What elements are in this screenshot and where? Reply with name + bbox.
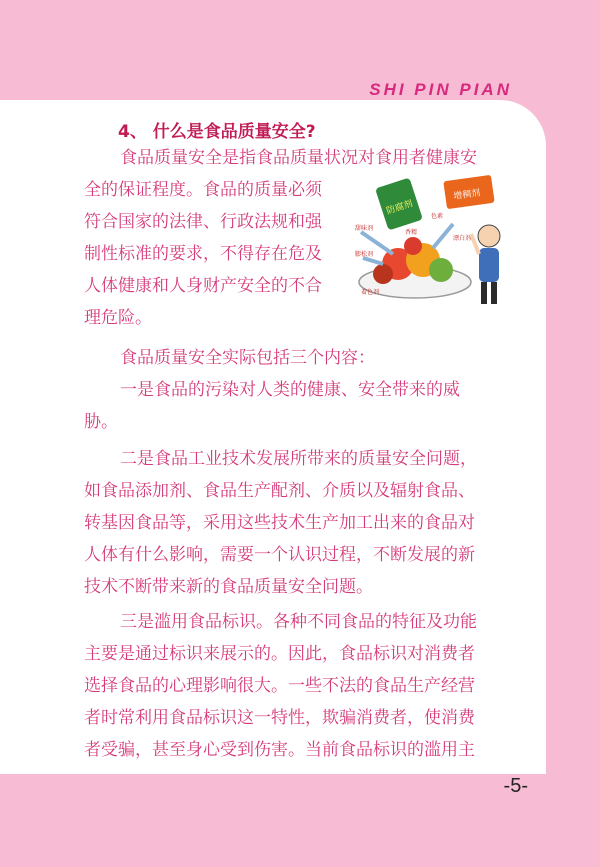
page-number: -5- xyxy=(503,775,528,797)
para-line: 胁。 xyxy=(84,412,118,432)
para-line: 一是食品的污染对人类的健康、安全带来的威 xyxy=(120,380,460,400)
additive-label: 色素 xyxy=(431,213,444,220)
para-line: 制性标准的要求，不得存在危及 xyxy=(84,244,322,264)
para-line: 符合国家的法律、行政法规和强 xyxy=(84,212,322,232)
para-line: 者受骗，甚至身心受到伤害。当前食品标识的滥用主 xyxy=(84,740,475,760)
person-body xyxy=(479,248,499,282)
paragraph-3 xyxy=(120,374,460,406)
paragraph-5-wrap xyxy=(84,638,475,766)
meat-shape xyxy=(373,264,393,284)
paragraph-5 xyxy=(120,606,477,638)
paragraph-4 xyxy=(120,443,477,475)
para-line: 选择食品的心理影响很大。一些不法的食品生产经营 xyxy=(84,676,475,696)
para-line: 者时常利用食品标识这一特性，欺骗消费者，使消费 xyxy=(84,708,475,728)
person-head xyxy=(478,225,500,247)
paragraph-1 xyxy=(120,142,477,174)
para-line: 全的保证程度。食品的质量必须 xyxy=(84,180,322,200)
para-line: 三是滥用食品标识。各种不同食品的特征及功能 xyxy=(120,612,477,632)
pepper-shape xyxy=(404,237,422,255)
para-line: 人体健康和人身财产安全的不合 xyxy=(84,276,322,296)
syringe-shape xyxy=(363,258,383,264)
additive-label: 香精 xyxy=(405,229,418,236)
para-line: 二是食品工业技术发展所带来的质量安全问题， xyxy=(120,449,477,469)
illustration-svg xyxy=(353,174,521,314)
para-line: 转基因食品等，采用这些技术生产加工出来的食品对 xyxy=(84,513,475,533)
para-line: 如食品添加剂、食品生产配剂、介质以及辐射食品、 xyxy=(84,481,475,501)
paragraph-4-wrap xyxy=(84,475,475,603)
bag-label: 防腐剂 xyxy=(385,199,415,217)
para-line: 技术不断带来新的食品质量安全问题。 xyxy=(84,577,373,597)
para-line: 人体有什么影响，需要一个认识过程，不断发展的新 xyxy=(84,545,475,565)
box-label: 增稠剂 xyxy=(452,188,482,203)
additive-label: 着色剂 xyxy=(361,289,380,296)
person-leg xyxy=(491,282,497,304)
paragraph-3-wrap xyxy=(84,406,118,438)
para-line: 食品质量安全是指食品质量状况对食用者健康安 xyxy=(120,148,477,168)
para-line: 理危险。 xyxy=(84,308,152,328)
vegetable-shape xyxy=(429,258,453,282)
syringe-shape xyxy=(433,224,453,248)
additive-label: 甜味剂 xyxy=(355,225,374,232)
food-additive-illustration xyxy=(353,174,521,314)
paragraph-2 xyxy=(120,342,375,374)
paragraph-1-wrap xyxy=(84,174,322,334)
section-heading: 4、 什么是食品质量安全? xyxy=(118,122,316,142)
additive-label: 漂白剂 xyxy=(453,235,472,242)
para-line: 主要是通过标识来展示的。因此，食品标识对消费者 xyxy=(84,644,475,664)
running-header: SHI PIN PIAN xyxy=(369,80,512,99)
person-leg xyxy=(481,282,487,304)
para-line: 食品质量安全实际包括三个内容： xyxy=(120,348,375,368)
additive-label: 膨松剂 xyxy=(355,251,374,258)
